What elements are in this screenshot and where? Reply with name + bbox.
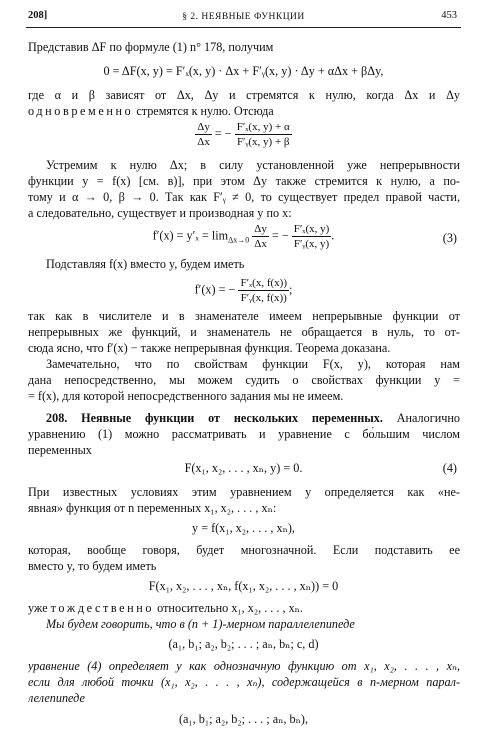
text-line: функции y = f(x) [см. в)], при этом Δy также стремится к нулю, а по- [28, 174, 460, 188]
text-line: уравнение (4) определяет y как однозначную функцию от x₁, x₂, . . . , xₙ, [28, 659, 460, 673]
formula-line: 0 = ΔF(x, y) = F′ₓ(x, y) · Δx + F′ᵧ(x, y) · Δy + αΔx + βΔy, [103, 64, 384, 78]
fraction: $\frac{\text{F′ₓ(x, f(x))}}{\text{F′ᵧ(x, f(x))}}$ [240, 277, 287, 304]
text-line: = f(x), для которой непосредственного задания мы не имеем. [28, 389, 344, 403]
text-line: лелепипеде [28, 691, 85, 705]
formula-2: $f'(x) = y'_x = \lim_{\Delta x\to 0}$ $\frac{\Delta y}{\Delta x}$ = − $\frac{\text{F′ₓ(x, y)}}{\text{F′ᵧ(x, y)}}$ . [152, 223, 335, 250]
text-line: тому и α → 0, β → 0. Так как F′ᵧ ≠ 0, то существует предел правой части, [28, 190, 460, 204]
fraction: $\frac{\text{F′ₓ(x, y) + α}}{\text{F′ᵧ(x, y) + β}}$ [236, 121, 290, 148]
text-line: уравнению (1) можно рассматривать и уравнение с бо́льшим числом [28, 427, 460, 441]
text-line: При известных условиях этим уравнением y определяется как «не- [28, 485, 460, 499]
text-line: которая, вообще говоря, будет многозначной. Если подставить ее [28, 543, 460, 557]
text-line: сюда ясно, что f′(x) − также непрерывная функция. Теорема доказана. [28, 341, 391, 355]
text-line: Подставляя f(x) вместо y, будем иметь [46, 257, 245, 271]
formula-line: F(x₁, x₂, . . . , xₙ, y) = 0. [184, 461, 303, 475]
formula-1: $\frac{\Delta y}{\Delta x}$ = − $\frac{\text{F′ₓ(x, y) + α}}{\text{F′ᵧ(x, y) + β}}$ [197, 121, 290, 148]
fraction: $\frac{\Delta y}{\Delta x}$ [254, 223, 267, 250]
text-line: Представив ΔF по формуле (1) n° 178, получим [28, 40, 274, 54]
spaced-word: одновременно [28, 104, 134, 118]
section-number: 208] [28, 10, 48, 21]
page-number: 453 [441, 10, 457, 21]
formula-line: (a₁, b₁; a₂, b₂; . . . ; aₙ, bₙ), [178, 712, 309, 726]
text-line: Устремим к нулю Δx; в силу установленной уже непрерывности [46, 158, 460, 172]
formula-line: (a₁, b₁; a₂, b₂; . . . ; aₙ, bₙ; c, d) [168, 637, 319, 651]
text-line: уже тождественно относительно x₁, x₂, . . . , xₙ. [28, 601, 303, 615]
equation-number: (3) [442, 231, 457, 245]
section-heading: 208. Неявные функции от нескольких переменных. [46, 411, 383, 425]
text-line: Замечательно, что по свойствам функции F(x, y), которая нам [46, 357, 460, 371]
header-rule [26, 27, 461, 28]
text-line: дана непосредственно, мы можем судить о свойствах функции y = [28, 373, 460, 387]
equation-number: (4) [442, 461, 457, 475]
text-line: вместо y, то будем иметь [28, 559, 157, 573]
formula-3: f′(x) = − $\frac{\text{F′ₓ(x, f(x))}}{\text{F′ᵧ(x, f(x))}}$ ; [194, 277, 293, 304]
text-line: Мы будем говорить, что в (n + 1)-мерном параллелепипеде [46, 617, 355, 631]
formula-line: F(x₁, x₂, . . . , xₙ, f(x₁, x₂, . . . , xₙ)) = 0 [148, 579, 339, 593]
section-heading-line [28, 411, 460, 425]
text-line: а следовательно, существует и производная y по x: [28, 206, 292, 220]
text-line: непрерывных же функций, и знаменатель не обращается в нуль, то от- [28, 325, 460, 339]
text-line [28, 104, 460, 118]
fraction: $\frac{\Delta y}{\Delta x}$ [197, 121, 210, 148]
fraction: $\frac{\text{F′ₓ(x, y)}}{\text{F′ᵧ(x, y)}}$ [293, 223, 330, 250]
text-line: явная» функция от n переменных x₁, x₂, . . . , xₙ: [28, 501, 277, 515]
spaced-word: тождественно [50, 601, 155, 615]
text-line: так как в числителе и в знаменателе имеем непрерывные функции от [28, 309, 460, 323]
text-fragment: Аналогично [396, 411, 460, 425]
text-line: если для любой точки (x₁, x₂, . . . , xₙ), содержащейся в n-мерном парал- [28, 675, 460, 689]
text-line: где α и β зависят от Δx, Δy и стремятся к нулю, когда Δx и Δy [28, 88, 460, 102]
running-title: § 2. НЕЯВНЫЕ ФУНКЦИИ [182, 12, 305, 22]
text-line: переменных [28, 443, 92, 457]
formula-line: y = f(x₁, x₂, . . . , xₙ), [192, 521, 295, 535]
text-fragment: стремятся к нулю. Отсюда [136, 104, 274, 118]
